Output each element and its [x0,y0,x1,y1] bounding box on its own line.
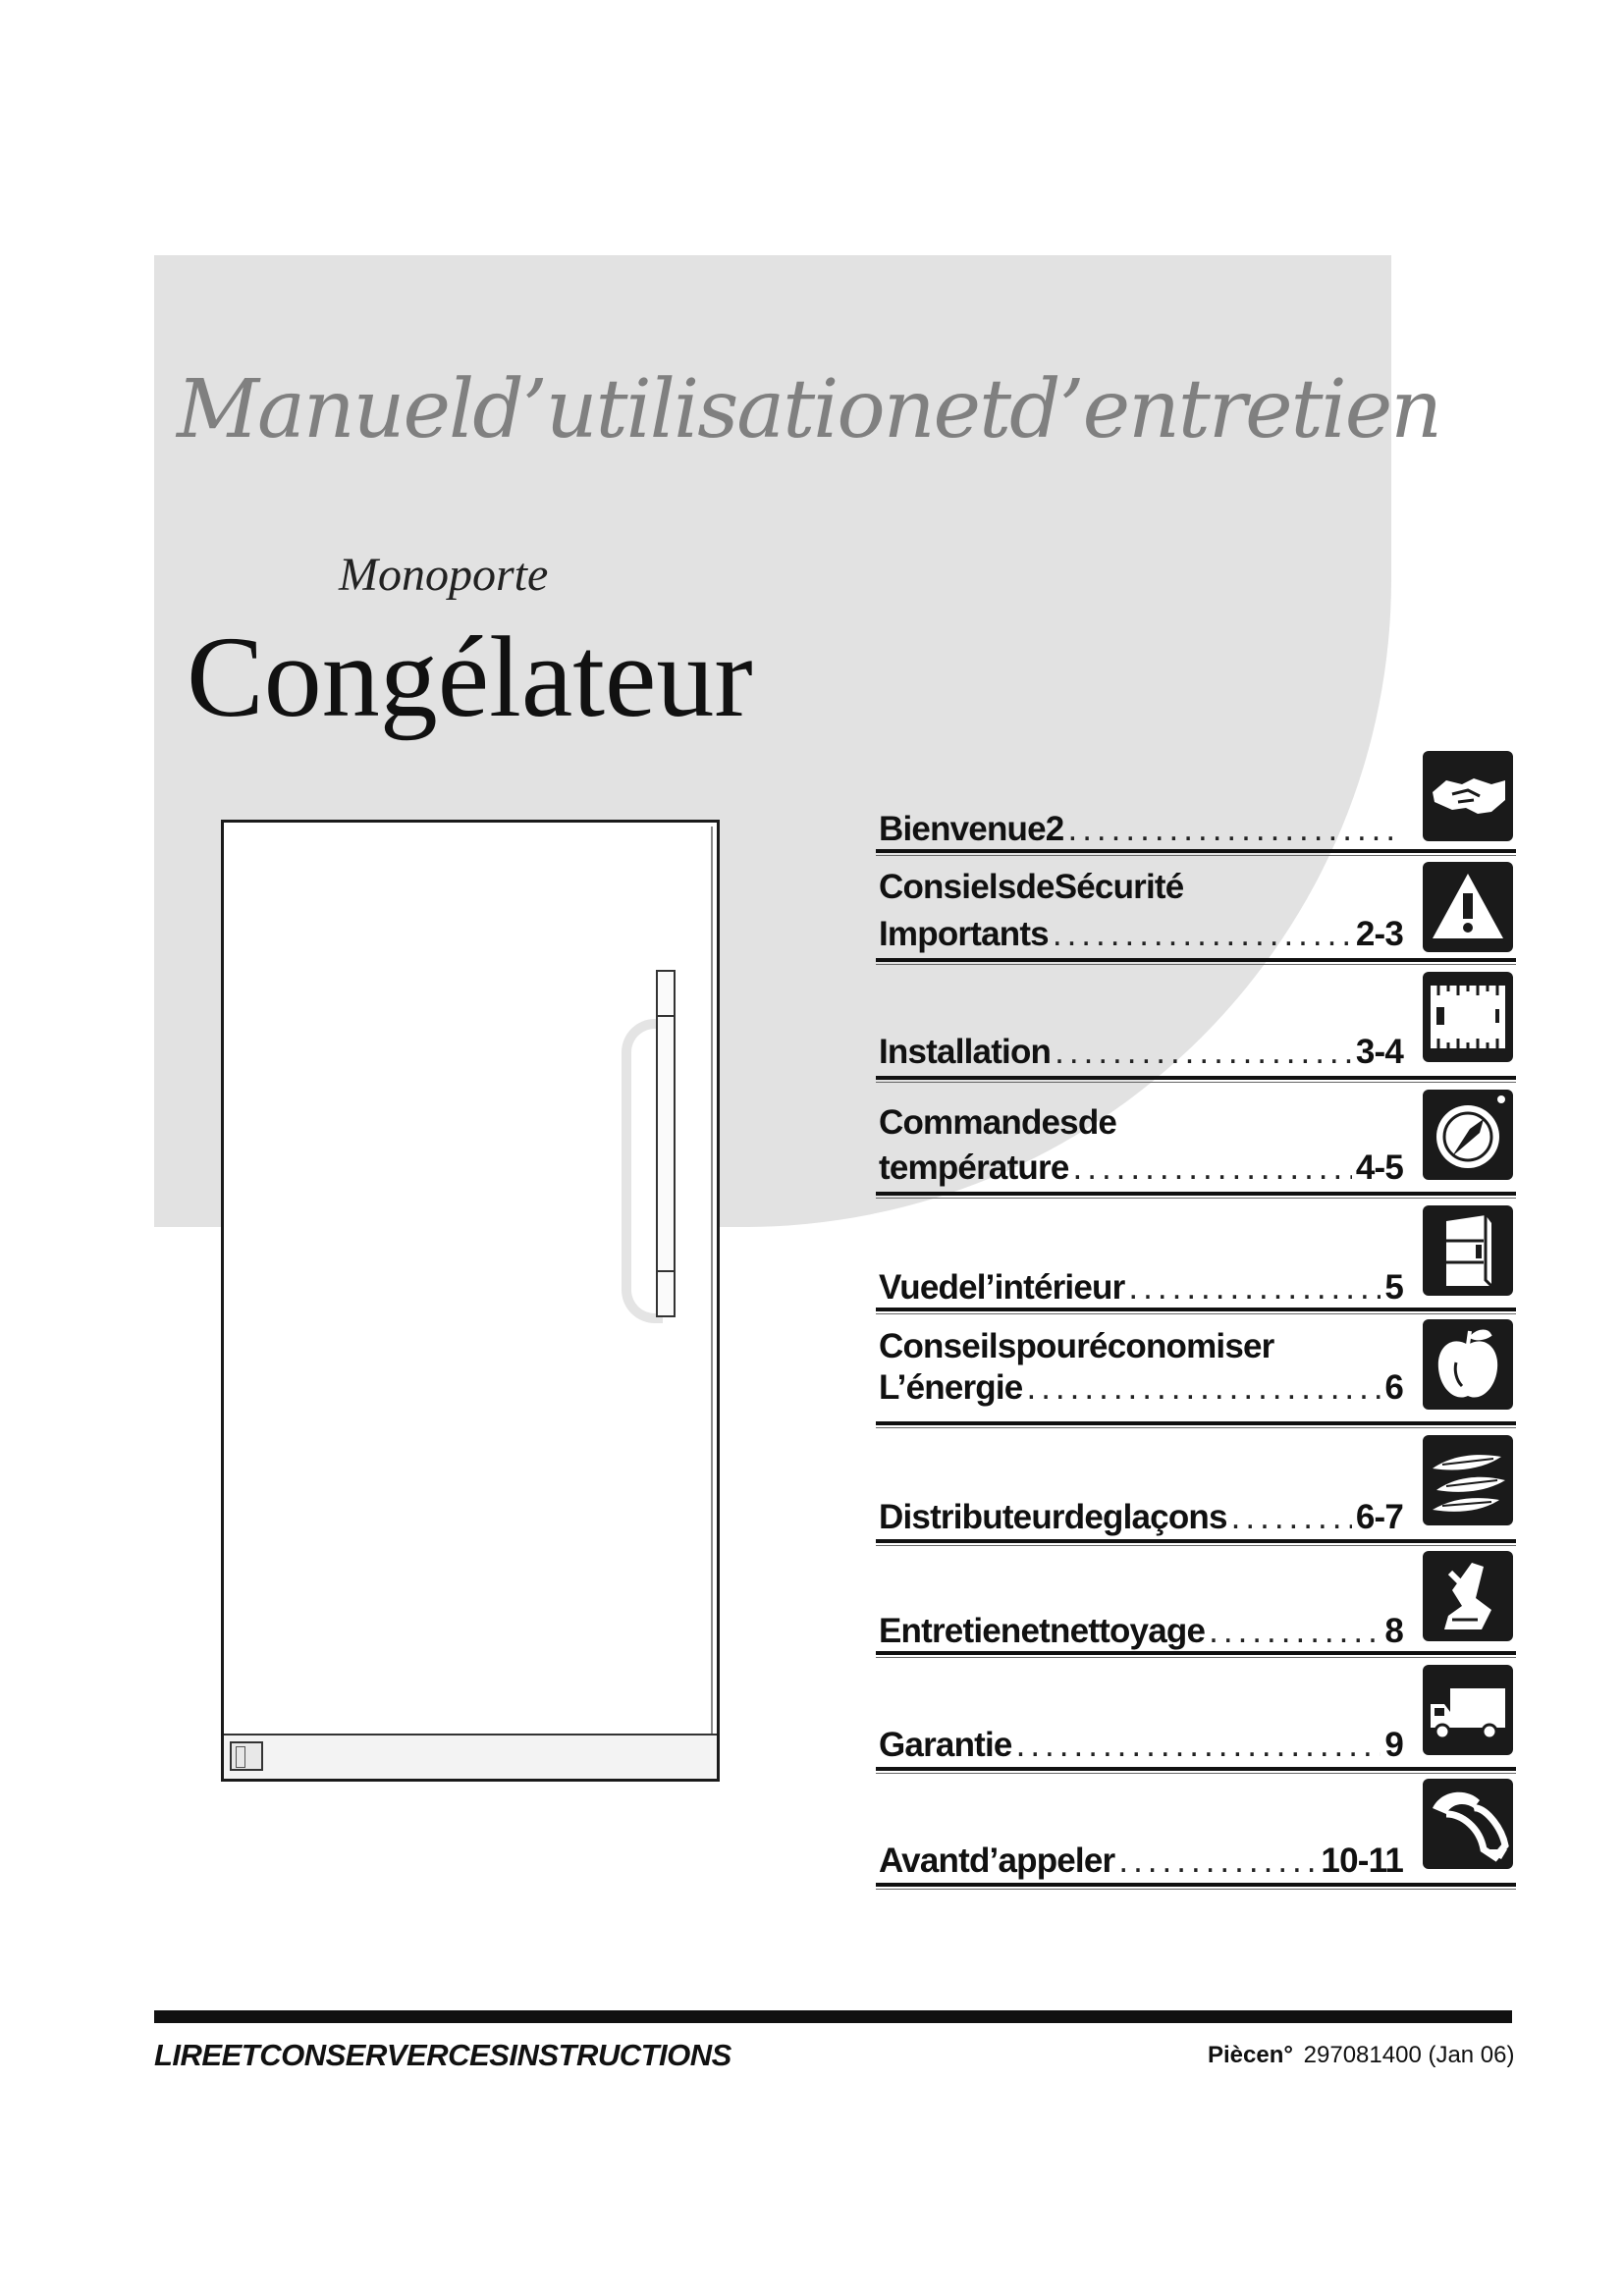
toc-leader [1118,1842,1317,1881]
freezer-base [224,1734,717,1779]
toc-leader [1231,1498,1352,1537]
cabinet-icon [1423,1205,1513,1296]
toc-line [879,1368,1403,1408]
freezer-handle [656,970,676,1317]
part-label: Piècen° [1208,2042,1293,2068]
toc-title: Avantd’appeler [879,1842,1115,1880]
toc-title: Garantie [879,1726,1012,1764]
toc-line [879,915,1403,954]
toc-line [879,1033,1403,1072]
toc-title: Installation [879,1033,1052,1071]
toc-page: 6-7 [1355,1498,1403,1536]
toc-title: L’énergie [879,1368,1023,1407]
toc-line [879,1842,1403,1881]
toc-rule [876,1308,1516,1311]
footer-part-number [1208,2042,1515,2069]
toc-page: 2-3 [1355,915,1403,953]
toc-title: Bienvenue2 [879,810,1064,848]
footer-bar [154,2010,1512,2023]
toc-line [879,1268,1403,1308]
product-title: Congélateur [187,613,753,741]
toc-title-line1: ConsielsdeSécurité [879,868,1184,906]
toc-page: 6 [1384,1368,1403,1407]
toc-leader [1053,915,1352,954]
manual-title: Manueld’utilisationetd’entretien [177,363,1441,456]
warning-icon [1423,862,1513,952]
product-subtitle: Monoporte [339,549,549,601]
toc-rule [876,849,1516,853]
toc-rule [876,958,1516,962]
toc-line [879,1726,1403,1765]
ice-icon [1423,1435,1513,1525]
toc-rule [876,1883,1516,1887]
phone-icon [1423,1779,1513,1869]
toc-rule [876,1767,1516,1771]
toc-page: 5 [1384,1268,1403,1307]
part-number-value: 297081400 (Jan 06) [1303,2042,1515,2068]
toc-leader [1016,1726,1381,1765]
toc-rule [876,1076,1516,1080]
freezer-door-edge [711,827,713,1734]
toc-leader [1026,1368,1380,1408]
toc-page: 3-4 [1355,1033,1403,1071]
toc-title-line1: Commandesde [879,1103,1117,1142]
toc-title: Distributeurdeglaçons [879,1498,1227,1536]
toc-title-line1: Conseilspouréconomiser [879,1327,1274,1365]
toc-page: 10-11 [1321,1842,1403,1880]
apple-icon [1423,1319,1513,1410]
toc-title: Entretienetnettoyage [879,1612,1206,1650]
toc-leader [1128,1268,1380,1308]
truck-icon [1423,1665,1513,1755]
toc-leader [1055,1033,1352,1072]
toc-page: 9 [1384,1726,1403,1764]
footer-instruction: LIREETCONSERVERCESINSTRUCTIONS [154,2038,731,2072]
handshake-icon [1423,751,1513,841]
toc-page: 4-5 [1355,1148,1403,1187]
freezer-vent [230,1741,263,1771]
toc-rule [876,1192,1516,1196]
toc-title: Importants [879,915,1049,953]
toc-line [879,1612,1403,1651]
toc-line [879,1498,1403,1537]
toc-leader [1067,810,1399,849]
toc-rule [876,1651,1516,1655]
toc-line [879,1148,1403,1188]
toc-page: 8 [1384,1612,1403,1650]
toc-rule [876,1539,1516,1543]
cleaning-icon [1423,1551,1513,1641]
ruler-icon [1423,972,1513,1062]
toc-leader [1209,1612,1380,1651]
freezer-illustration [221,820,720,1782]
toc-title: Vuedel’intérieur [879,1268,1125,1307]
dial-icon [1423,1090,1513,1180]
toc-rule [876,1421,1516,1425]
toc-title: température [879,1148,1069,1187]
toc-leader [1073,1148,1352,1188]
toc-line [879,810,1403,849]
